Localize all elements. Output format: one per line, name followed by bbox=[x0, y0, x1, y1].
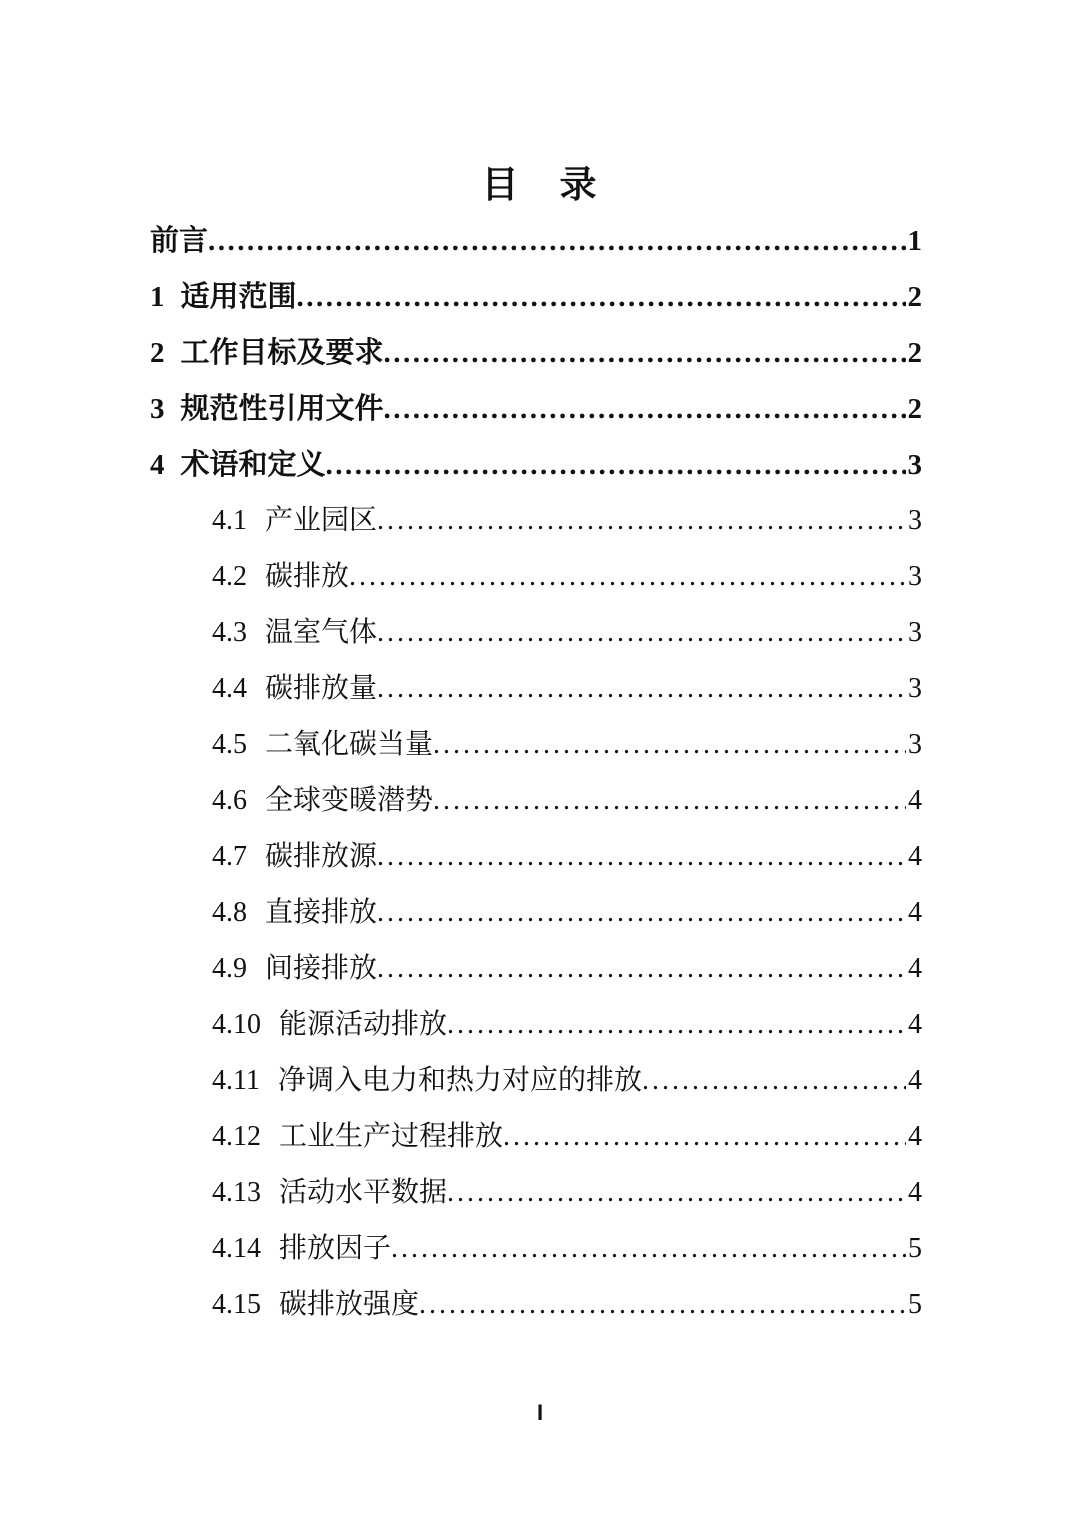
toc-leader-dots bbox=[377, 843, 906, 871]
toc-entry bbox=[150, 784, 922, 816]
toc-entry-page: 3 bbox=[908, 728, 922, 760]
toc-entry bbox=[150, 392, 922, 425]
toc-entry-page: 3 bbox=[908, 504, 922, 536]
toc-entry-page: 3 bbox=[908, 616, 922, 648]
toc-entry bbox=[150, 952, 922, 984]
toc-entry bbox=[150, 1232, 922, 1264]
toc-leader-dots bbox=[503, 1123, 906, 1151]
toc-leader-dots bbox=[377, 619, 906, 647]
toc-leader-dots bbox=[349, 563, 906, 591]
toc-entry-number: 2 bbox=[150, 336, 165, 369]
toc-entry-number: 4.4 bbox=[212, 672, 247, 704]
toc-entry-label: 碳排放量 bbox=[265, 672, 378, 704]
toc-entry-page: 4 bbox=[908, 1064, 922, 1096]
toc-leader-dots bbox=[377, 675, 906, 703]
toc-entry-label: 二氧化碳当量 bbox=[265, 728, 434, 760]
toc-entry bbox=[150, 1064, 922, 1096]
page-footer-number: I bbox=[536, 1400, 544, 1425]
toc-leader-dots bbox=[377, 507, 906, 535]
toc-entry-page: 2 bbox=[907, 280, 922, 313]
toc-entry-page: 2 bbox=[907, 392, 922, 425]
toc-entry-page: 3 bbox=[908, 672, 922, 704]
toc-entry-page: 4 bbox=[908, 1008, 922, 1040]
toc-leader-dots bbox=[447, 1011, 906, 1039]
toc-entry bbox=[150, 1176, 922, 1208]
toc-entry-label: 温室气体 bbox=[265, 616, 378, 648]
toc-entry-page: 2 bbox=[907, 336, 922, 369]
toc-entry-label: 排放因子 bbox=[279, 1232, 392, 1264]
toc-leader-dots bbox=[391, 1235, 906, 1263]
toc-leader-dots bbox=[377, 955, 906, 983]
toc-entry bbox=[150, 560, 922, 592]
toc-entry bbox=[150, 616, 922, 648]
toc-entry-label: 前言 bbox=[150, 224, 209, 257]
toc-entry-number: 4.6 bbox=[212, 784, 247, 816]
toc-entry-page: 4 bbox=[908, 896, 922, 928]
toc-entry-label: 产业园区 bbox=[265, 504, 378, 536]
toc-entry-number: 4.2 bbox=[212, 560, 247, 592]
toc-entry-number: 4.14 bbox=[212, 1232, 261, 1264]
toc-leader-dots bbox=[419, 1291, 906, 1319]
toc-entry-number: 1 bbox=[150, 280, 165, 313]
toc-entry bbox=[150, 224, 922, 257]
toc-entry-page: 3 bbox=[907, 448, 922, 481]
toc-entry-number: 4.11 bbox=[212, 1064, 260, 1096]
toc-entry bbox=[150, 280, 922, 313]
toc-entry-number: 3 bbox=[150, 392, 165, 425]
toc-entry-page: 4 bbox=[908, 840, 922, 872]
toc-entry-label: 碳排放源 bbox=[265, 840, 378, 872]
toc-entry bbox=[150, 896, 922, 928]
toc-entry-page: 4 bbox=[908, 1176, 922, 1208]
toc-entry-label: 活动水平数据 bbox=[279, 1176, 448, 1208]
toc-entry-label: 间接排放 bbox=[265, 952, 378, 984]
toc-entry bbox=[150, 840, 922, 872]
toc-leader-dots bbox=[642, 1067, 906, 1095]
toc-entry-label: 能源活动排放 bbox=[279, 1008, 448, 1040]
toc-entry-number: 4.5 bbox=[212, 728, 247, 760]
toc-entry-page: 5 bbox=[908, 1288, 922, 1320]
toc-entry-label: 碳排放强度 bbox=[279, 1288, 420, 1320]
toc-entry-number: 4.12 bbox=[212, 1120, 261, 1152]
toc-leader-dots bbox=[377, 899, 906, 927]
toc-leader-dots bbox=[433, 787, 906, 815]
toc-entry-page: 4 bbox=[908, 784, 922, 816]
toc-entry-page: 1 bbox=[907, 224, 922, 257]
toc-entry-page: 4 bbox=[908, 1120, 922, 1152]
toc-entry-label: 全球变暖潜势 bbox=[265, 784, 434, 816]
toc-entry-label: 直接排放 bbox=[265, 896, 378, 928]
toc-entry bbox=[150, 336, 922, 369]
toc-entry-number: 4.9 bbox=[212, 952, 247, 984]
toc-entry-page: 5 bbox=[908, 1232, 922, 1264]
toc-entry-label: 适用范围 bbox=[180, 280, 297, 313]
toc-entry bbox=[150, 672, 922, 704]
toc-leader-dots bbox=[208, 227, 905, 256]
toc-leader-dots bbox=[326, 451, 906, 480]
toc-entry-page: 4 bbox=[908, 952, 922, 984]
toc-entry-label: 工作目标及要求 bbox=[180, 336, 384, 369]
toc-entry-number: 4.13 bbox=[212, 1176, 261, 1208]
toc-entry-label: 碳排放 bbox=[265, 560, 350, 592]
toc-entry bbox=[150, 1288, 922, 1320]
toc-list bbox=[150, 224, 922, 1320]
toc-entry-number: 4.15 bbox=[212, 1288, 261, 1320]
toc-entry-label: 工业生产过程排放 bbox=[279, 1120, 504, 1152]
toc-entry-number: 4.1 bbox=[212, 504, 247, 536]
toc-leader-dots bbox=[384, 395, 906, 424]
toc-leader-dots bbox=[384, 339, 906, 368]
toc-entry bbox=[150, 1008, 922, 1040]
toc-entry-label: 术语和定义 bbox=[180, 448, 326, 481]
toc-entry-page: 3 bbox=[908, 560, 922, 592]
toc-entry-label: 规范性引用文件 bbox=[180, 392, 384, 425]
toc-leader-dots bbox=[433, 731, 906, 759]
toc-entry-number: 4.7 bbox=[212, 840, 247, 872]
toc-entry-number: 4.10 bbox=[212, 1008, 261, 1040]
toc-leader-dots bbox=[297, 283, 906, 312]
toc-leader-dots bbox=[447, 1179, 906, 1207]
toc-entry-number: 4.8 bbox=[212, 896, 247, 928]
toc-entry bbox=[150, 448, 922, 481]
toc-entry bbox=[150, 728, 922, 760]
toc-entry-number: 4 bbox=[150, 448, 165, 481]
toc-entry bbox=[150, 504, 922, 536]
toc-entry-number: 4.3 bbox=[212, 616, 247, 648]
toc-entry bbox=[150, 1120, 922, 1152]
page-title: 目 录 bbox=[481, 164, 599, 205]
toc-entry-label: 净调入电力和热力对应的排放 bbox=[277, 1064, 642, 1096]
